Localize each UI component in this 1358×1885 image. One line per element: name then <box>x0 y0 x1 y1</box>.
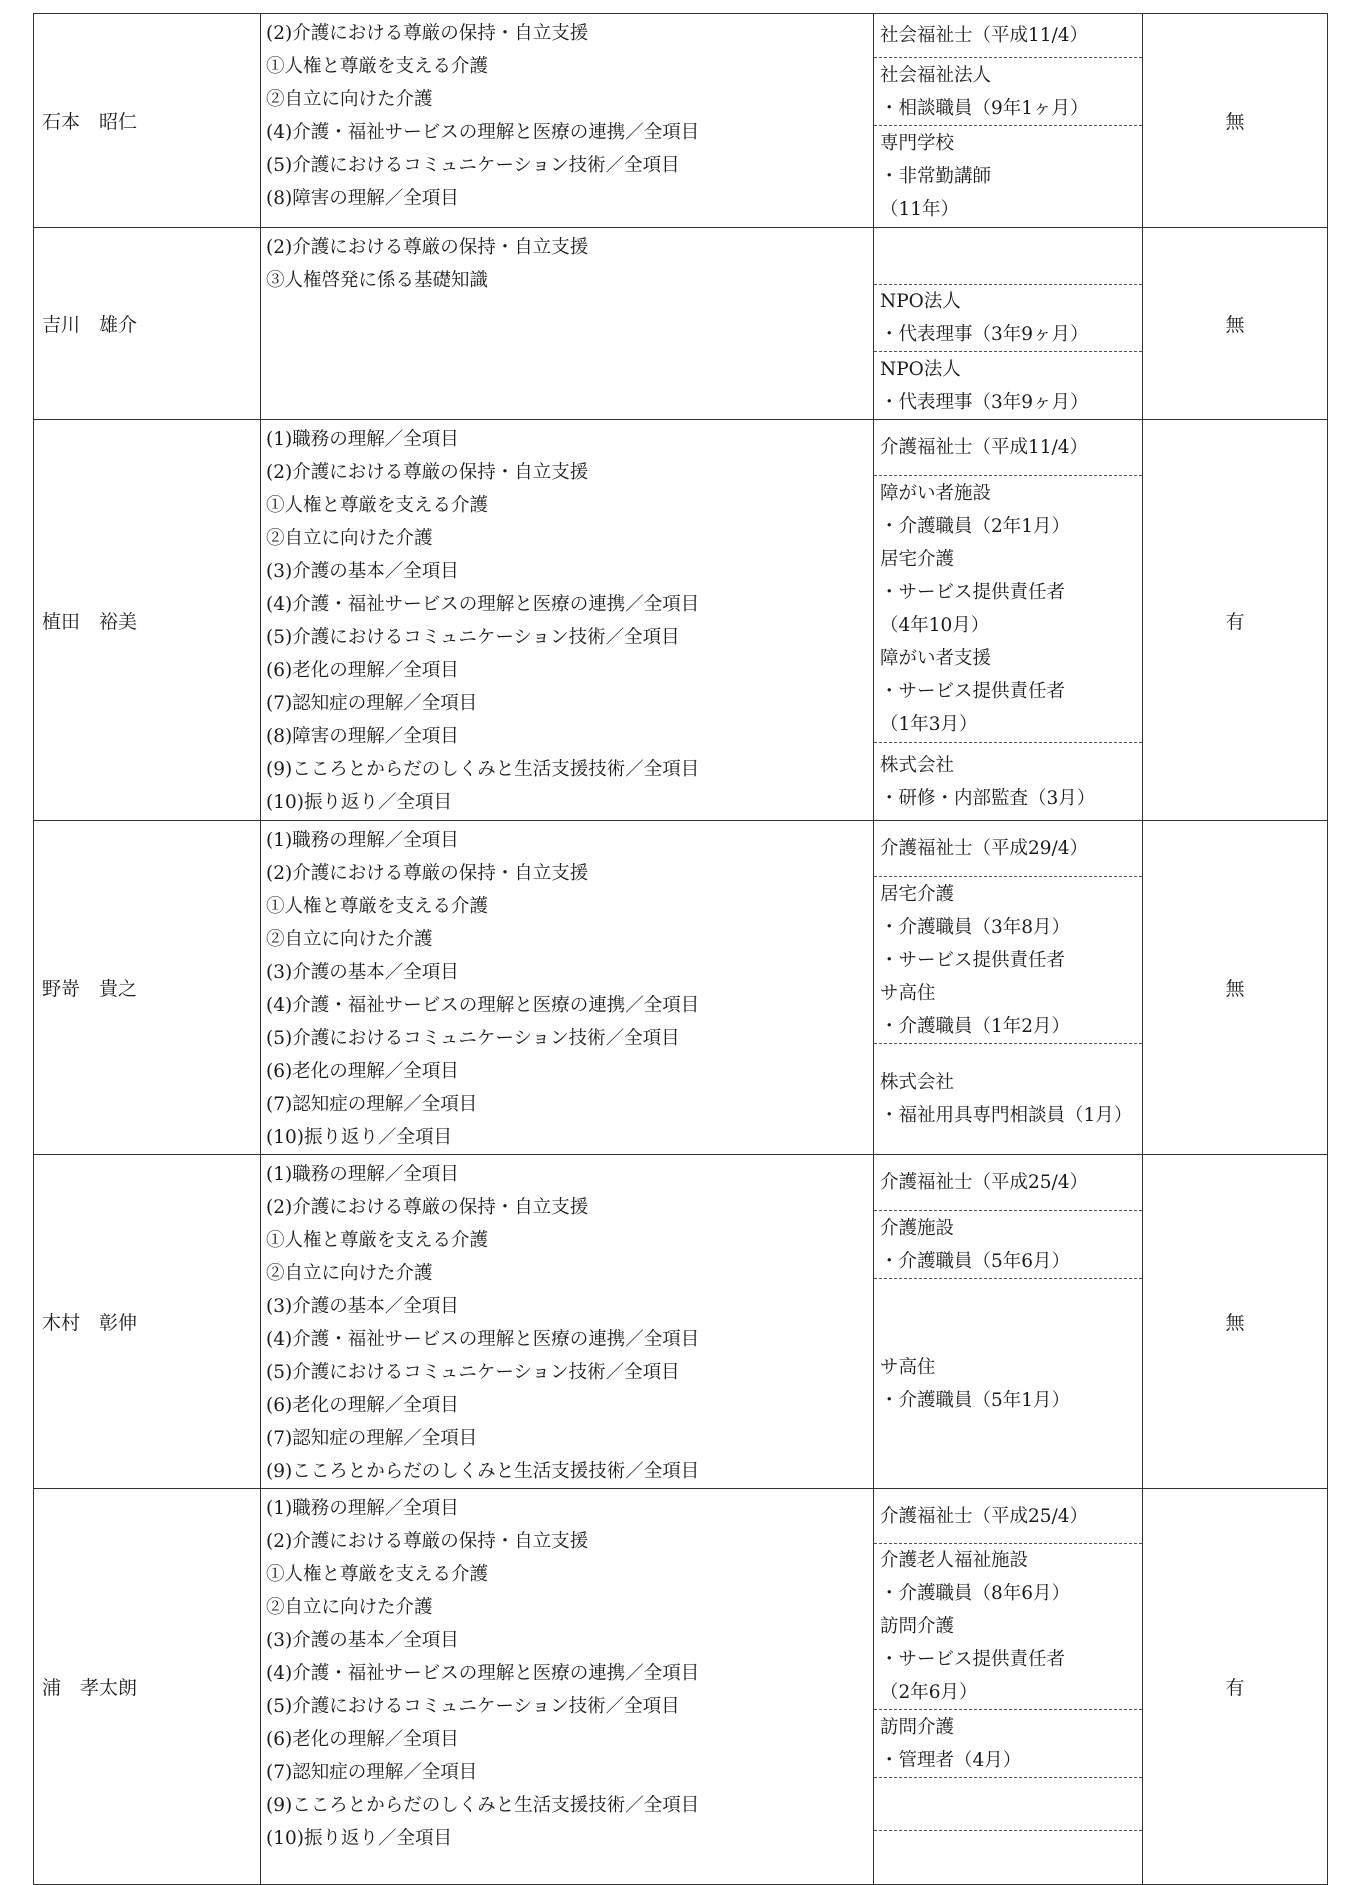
instructor-name-cell <box>34 1489 261 1885</box>
qualification-line: 株式会社 <box>880 1072 955 1093</box>
subjects-cell <box>261 1155 874 1489</box>
status-flag-cell <box>1143 1489 1328 1885</box>
qualification-block <box>874 1710 1142 1778</box>
qualification-line: 社会福祉法人 <box>880 64 992 86</box>
qualification-block <box>874 14 1142 58</box>
subject-item: (5)介護におけるコミュニケーション技術／全項目 <box>266 155 680 176</box>
qualification-line: NPO法人 <box>880 358 961 380</box>
qualification-line: （2年6月） <box>880 1682 978 1703</box>
subject-item: (2)介護における尊厳の保持・自立支援 <box>266 237 589 258</box>
qualification-line: ・相談職員（9年1ヶ月） <box>880 97 1089 119</box>
qualifications-cell <box>874 1155 1143 1489</box>
subject-item: ②自立に向けた介護 <box>266 1263 433 1284</box>
subject-item: (9)こころとからだのしくみと生活支援技術／全項目 <box>266 759 700 780</box>
qualification-line: ・サービス提供責任者 <box>880 1649 1066 1670</box>
subject-item: ③人権啓発に係る基礎知識 <box>266 270 489 291</box>
qualification-line: ・サービス提供責任者 <box>880 681 1066 702</box>
subjects-cell <box>261 821 874 1155</box>
qualification-line: 介護福祉士（平成25/4） <box>880 1172 1089 1193</box>
qualification-block <box>874 420 1142 476</box>
subject-item: (1)職務の理解／全項目 <box>266 429 459 450</box>
subject-item: (2)介護における尊厳の保持・自立支援 <box>266 462 589 483</box>
subject-item: ②自立に向けた介護 <box>266 1597 433 1618</box>
instructor-name: 木村 彰伸 <box>42 1312 138 1334</box>
qualification-line: 専門学校 <box>880 133 955 154</box>
instructor-name-cell <box>34 14 261 228</box>
subject-item: (8)障害の理解／全項目 <box>266 726 459 747</box>
instructor-table <box>33 13 1328 1885</box>
qualification-line: ・介護職員（8年6月） <box>880 1583 1071 1604</box>
subject-item: ①人権と尊厳を支える介護 <box>266 56 489 77</box>
subject-item: (3)介護の基本／全項目 <box>266 1630 459 1651</box>
qualification-line: 障がい者施設 <box>880 483 992 504</box>
status-flag: 無 <box>1225 314 1245 336</box>
subjects-cell <box>261 420 874 821</box>
subject-item: (3)介護の基本／全項目 <box>266 962 459 983</box>
subject-item: (4)介護・福祉サービスの理解と医療の連携／全項目 <box>266 995 700 1016</box>
subject-item: (7)認知症の理解／全項目 <box>266 1428 478 1449</box>
subject-item: (1)職務の理解／全項目 <box>266 1498 459 1519</box>
qualification-line: ・非常勤講師 <box>880 166 992 187</box>
qualification-line: サ高住 <box>880 982 936 1004</box>
subject-item: (6)老化の理解／全項目 <box>266 660 459 681</box>
instructor-name: 浦 孝太朗 <box>42 1677 138 1699</box>
qualification-line: 介護福祉士（平成11/4） <box>880 437 1089 458</box>
qualification-line: ・介護職員（5年6月） <box>880 1250 1071 1272</box>
qualifications-cell <box>874 228 1143 420</box>
subject-item: (9)こころとからだのしくみと生活支援技術／全項目 <box>266 1461 700 1482</box>
qualification-block <box>874 1211 1142 1279</box>
subject-item: (5)介護におけるコミュニケーション技術／全項目 <box>266 627 680 648</box>
subject-item: (7)認知症の理解／全項目 <box>266 693 478 714</box>
qualification-line: 社会福祉士（平成11/4） <box>880 25 1089 46</box>
qualification-line: （1年3月） <box>880 714 978 735</box>
subject-item: (6)老化の理解／全項目 <box>266 1395 459 1416</box>
qualification-block <box>874 58 1142 126</box>
qualification-block <box>874 1778 1142 1831</box>
instructor-name-cell <box>34 420 261 821</box>
instructor-name: 石本 昭仁 <box>42 111 138 133</box>
subject-item: (5)介護におけるコミュニケーション技術／全項目 <box>266 1362 680 1383</box>
subject-item: (10)振り返り／全項目 <box>266 1127 452 1148</box>
status-flag: 無 <box>1225 978 1245 1000</box>
subject-item: (7)認知症の理解／全項目 <box>266 1762 478 1783</box>
status-flag: 有 <box>1225 1677 1245 1699</box>
subject-item: (5)介護におけるコミュニケーション技術／全項目 <box>266 1696 680 1717</box>
qualification-line: 株式会社 <box>880 754 955 776</box>
status-flag: 有 <box>1225 610 1245 633</box>
qualification-block <box>874 743 1142 820</box>
qualification-line: 介護施設 <box>880 1217 955 1239</box>
subject-item: (6)老化の理解／全項目 <box>266 1061 459 1082</box>
qualification-line: 居宅介護 <box>880 883 955 905</box>
qualification-block <box>874 821 1142 877</box>
subject-item: (10)振り返り／全項目 <box>266 792 452 813</box>
qualification-line: 障がい者支援 <box>880 648 992 669</box>
subject-item: ②自立に向けた介護 <box>266 929 433 950</box>
subjects-cell <box>261 228 874 420</box>
qualification-block <box>874 1155 1142 1211</box>
qualification-line: ・介護職員（2年1月） <box>880 516 1071 537</box>
subject-item: (9)こころとからだのしくみと生活支援技術／全項目 <box>266 1795 700 1816</box>
qualification-line: サ高住 <box>880 1356 936 1378</box>
qualification-line: ・介護職員（3年8月） <box>880 916 1071 938</box>
subject-item: (5)介護におけるコミュニケーション技術／全項目 <box>266 1028 680 1049</box>
subject-item: (2)介護における尊厳の保持・自立支援 <box>266 863 589 884</box>
subject-item: (3)介護の基本／全項目 <box>266 1296 459 1317</box>
status-flag-cell <box>1143 228 1328 420</box>
qualification-block <box>874 877 1142 1044</box>
qualification-block <box>874 1279 1142 1488</box>
subject-item: (1)職務の理解／全項目 <box>266 1164 459 1185</box>
subject-item: (2)介護における尊厳の保持・自立支援 <box>266 1531 589 1552</box>
qualification-block <box>874 1544 1142 1710</box>
qualification-block <box>874 285 1142 352</box>
subject-item: (1)職務の理解／全項目 <box>266 830 459 851</box>
instructor-name: 吉川 雄介 <box>42 314 138 336</box>
qualification-block <box>874 1831 1142 1884</box>
subjects-cell <box>261 14 874 228</box>
qualification-line: ・介護職員（1年2月） <box>880 1015 1071 1037</box>
qualification-block <box>874 228 1142 285</box>
subject-item: (2)介護における尊厳の保持・自立支援 <box>266 23 589 44</box>
qualification-line: ・サービス提供責任者 <box>880 949 1066 971</box>
qualification-line: ・サービス提供責任者 <box>880 582 1066 603</box>
qualification-line: 訪問介護 <box>880 1616 955 1637</box>
table-row <box>34 821 1328 1155</box>
qualification-line: 訪問介護 <box>880 1716 955 1738</box>
subjects-cell <box>261 1489 874 1885</box>
table-row <box>34 1155 1328 1489</box>
table-row <box>34 1489 1328 1885</box>
table-row <box>34 228 1328 420</box>
qualification-line: 居宅介護 <box>880 549 955 570</box>
status-flag: 無 <box>1225 1312 1245 1334</box>
instructor-name-cell <box>34 228 261 420</box>
instructor-name: 植田 裕美 <box>42 610 138 633</box>
subject-item: (4)介護・福祉サービスの理解と医療の連携／全項目 <box>266 122 700 143</box>
qualification-line: ・介護職員（5年1月） <box>880 1389 1071 1411</box>
subject-item: (4)介護・福祉サービスの理解と医療の連携／全項目 <box>266 594 700 615</box>
qualification-line: ・管理者（4月） <box>880 1749 1022 1771</box>
qualification-block <box>874 476 1142 743</box>
subject-item: ①人権と尊厳を支える介護 <box>266 1564 489 1585</box>
instructor-name-cell <box>34 821 261 1155</box>
qualifications-cell <box>874 821 1143 1155</box>
qualification-line: 介護老人福祉施設 <box>880 1550 1029 1571</box>
subject-item: ①人権と尊厳を支える介護 <box>266 495 489 516</box>
qualification-block <box>874 126 1142 227</box>
status-flag-cell <box>1143 420 1328 821</box>
subject-item: (8)障害の理解／全項目 <box>266 188 459 209</box>
instructor-name-cell <box>34 1155 261 1489</box>
status-flag-cell <box>1143 1155 1328 1489</box>
qualifications-cell <box>874 420 1143 821</box>
qualification-line: NPO法人 <box>880 291 961 312</box>
subject-item: ②自立に向けた介護 <box>266 528 433 549</box>
qualification-line: ・研修・内部監査（3月） <box>880 787 1096 809</box>
subject-item: ①人権と尊厳を支える介護 <box>266 896 489 917</box>
subject-item: ①人権と尊厳を支える介護 <box>266 1230 489 1251</box>
qualification-line: 介護福祉士（平成29/4） <box>880 838 1089 859</box>
subject-item: (4)介護・福祉サービスの理解と医療の連携／全項目 <box>266 1329 700 1350</box>
table-row <box>34 420 1328 821</box>
subject-item: (4)介護・福祉サービスの理解と医療の連携／全項目 <box>266 1663 700 1684</box>
qualification-line: （11年） <box>880 199 960 220</box>
table-row <box>34 14 1328 228</box>
qualification-block <box>874 352 1142 419</box>
instructor-table-body <box>34 14 1328 1885</box>
status-flag-cell <box>1143 821 1328 1155</box>
qualification-line: ・代表理事（3年9ヶ月） <box>880 324 1089 345</box>
qualifications-cell <box>874 1489 1143 1885</box>
subject-item: (2)介護における尊厳の保持・自立支援 <box>266 1197 589 1218</box>
qualification-line: （4年10月） <box>880 615 990 636</box>
instructor-name: 野嵜 貴之 <box>42 978 138 1000</box>
subject-item: (10)振り返り／全項目 <box>266 1828 452 1849</box>
status-flag: 無 <box>1225 111 1245 133</box>
qualification-block <box>874 1044 1142 1154</box>
qualification-line: ・福祉用具専門相談員（1月） <box>880 1105 1133 1126</box>
subject-item: ②自立に向けた介護 <box>266 89 433 110</box>
qualification-block <box>874 1489 1142 1544</box>
status-flag-cell <box>1143 14 1328 228</box>
qualification-line: 介護福祉士（平成25/4） <box>880 1505 1089 1527</box>
subject-item: (3)介護の基本／全項目 <box>266 561 459 582</box>
qualification-line: ・代表理事（3年9ヶ月） <box>880 391 1089 413</box>
subject-item: (6)老化の理解／全項目 <box>266 1729 459 1750</box>
subject-item: (7)認知症の理解／全項目 <box>266 1094 478 1115</box>
qualifications-cell <box>874 14 1143 228</box>
